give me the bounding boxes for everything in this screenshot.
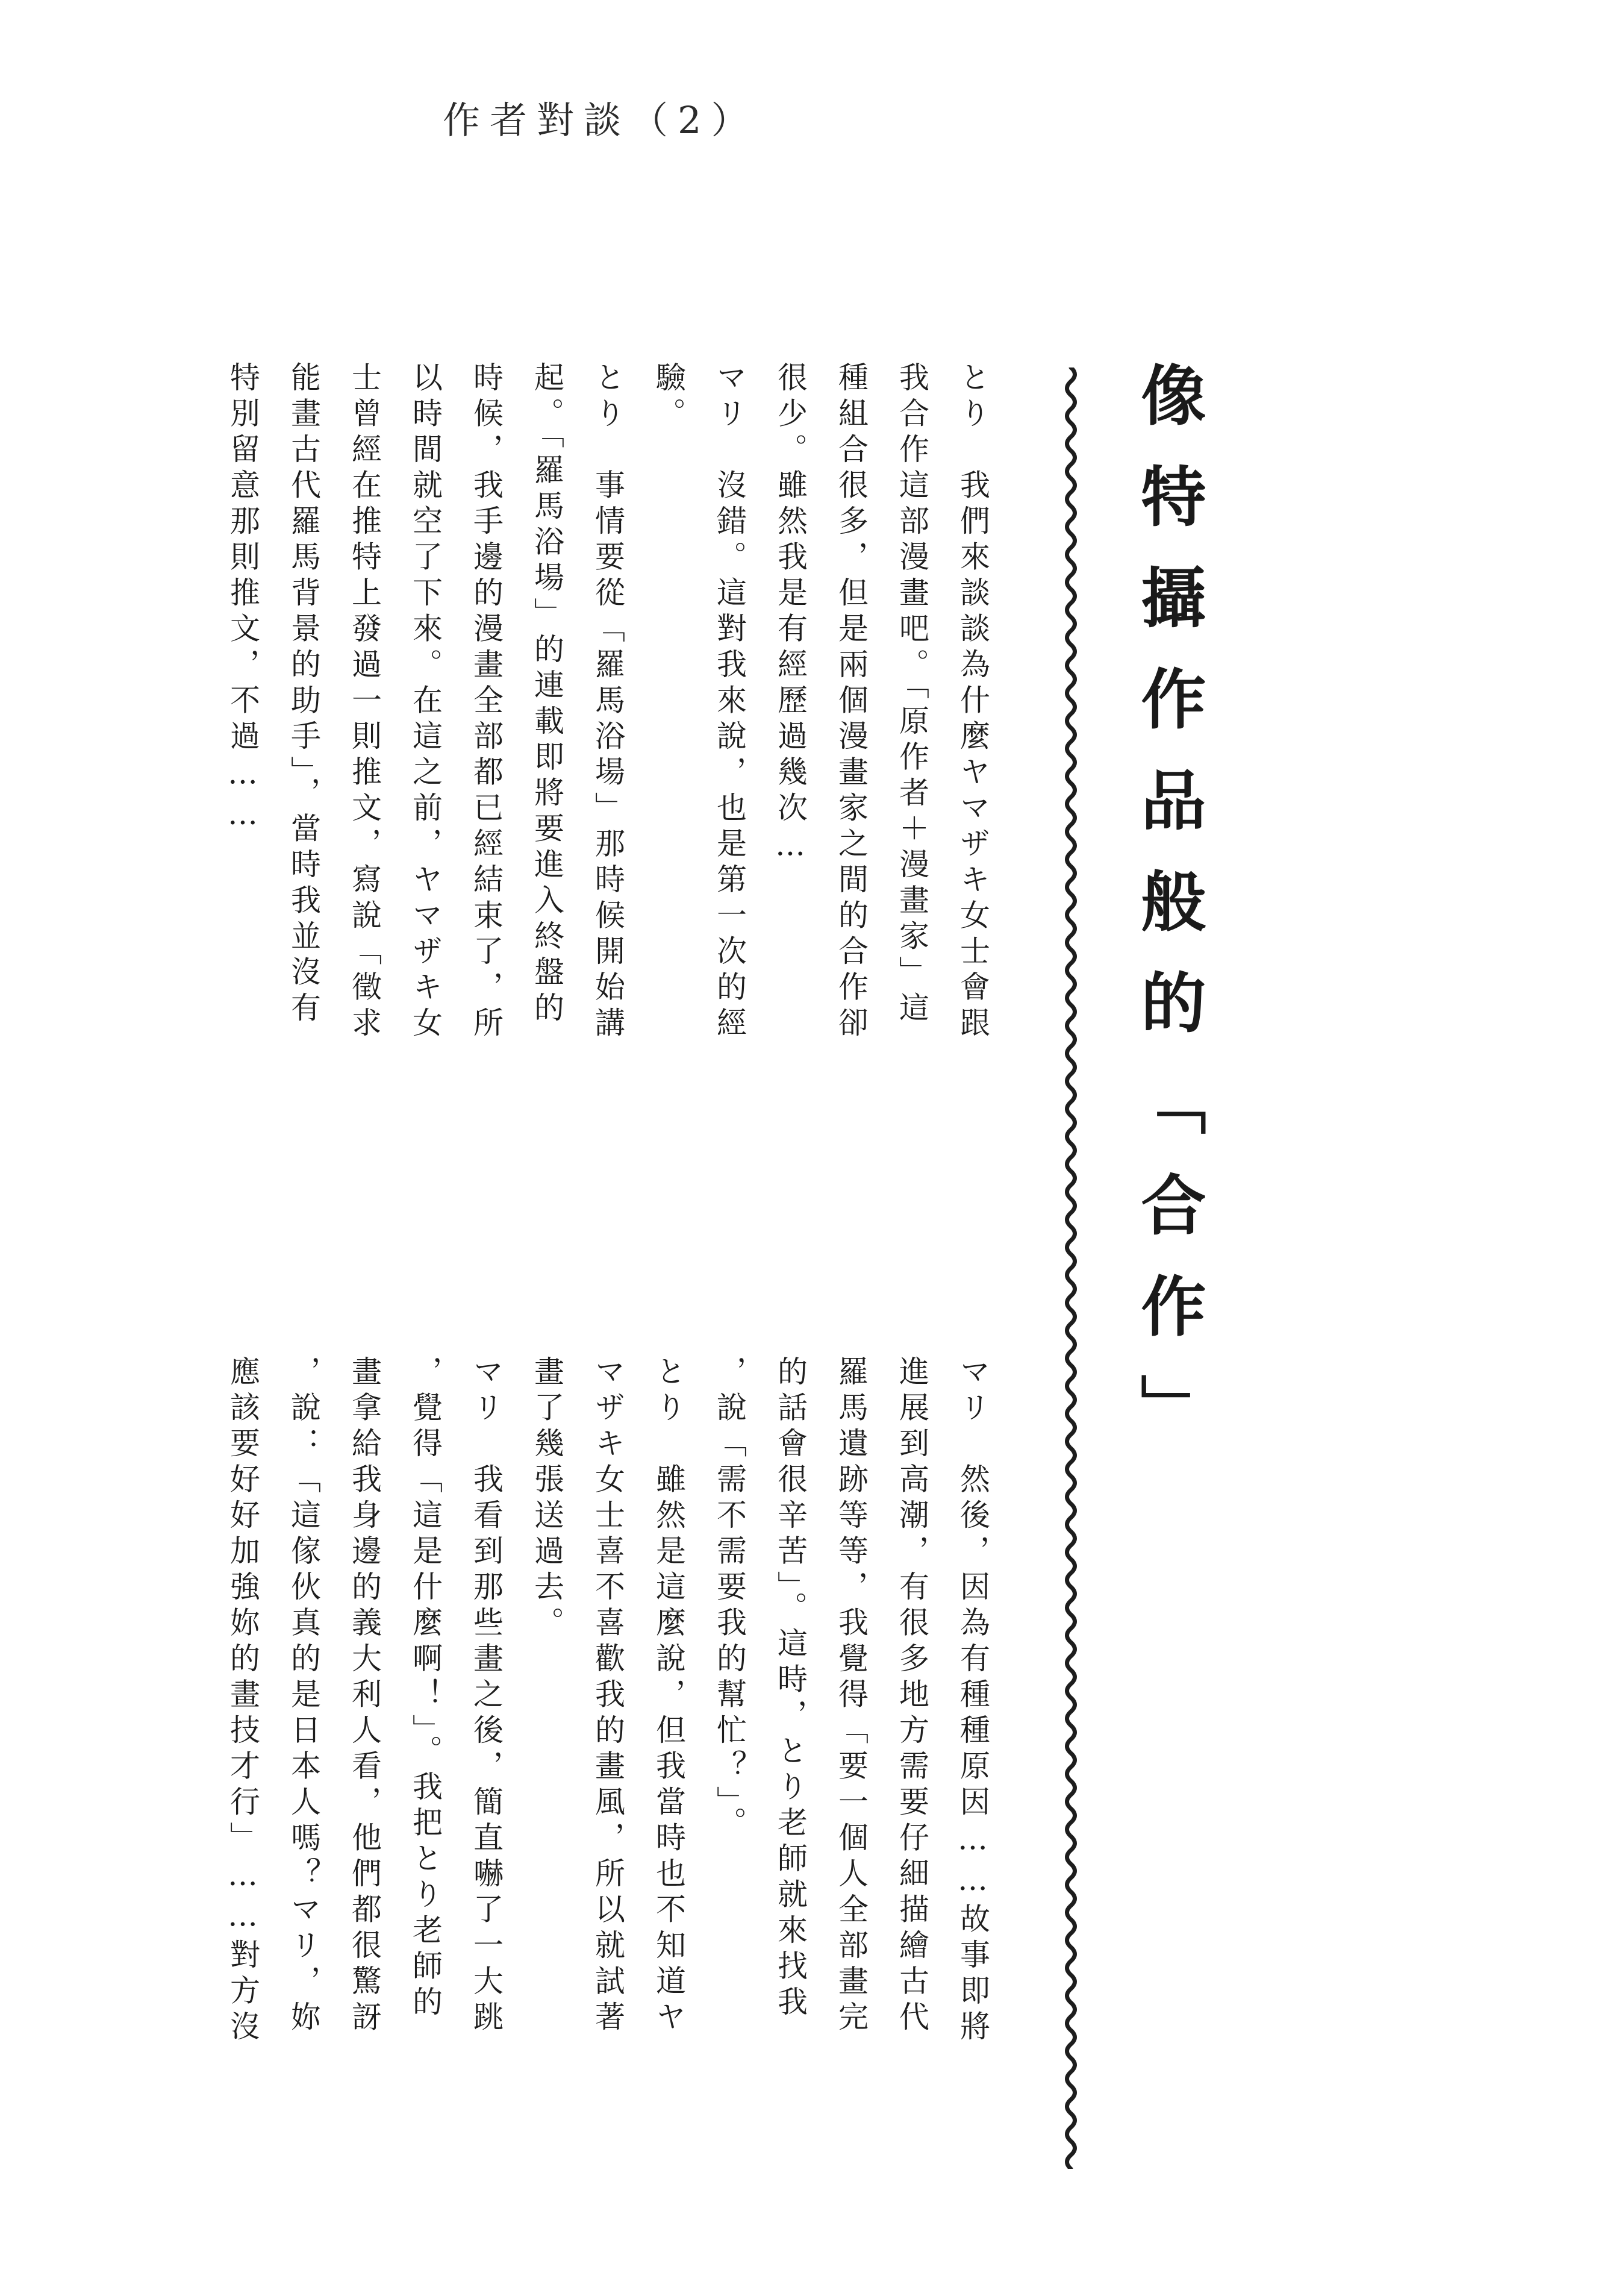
- dialogue-bottom-column: マザキ女士喜不喜歡我的畫風，所以就試著: [590, 1356, 625, 2037]
- dialogue-bottom-column: マリ 然後，因為有種種原因……故事即將: [955, 1356, 990, 2047]
- dialogue-block-bottom: [0, 1356, 1024, 2295]
- dialogue-top-column: 能畫古代羅馬背景的助手」，當時我並沒有: [286, 361, 321, 1028]
- running-head: 作者對談（2）: [443, 98, 758, 142]
- article-headline: 像特攝作品般的「合作」: [1130, 361, 1206, 1475]
- wavy-rule-decoration: [1057, 368, 1085, 2169]
- dialogue-bottom-column: 進展到高潮，有很多地方需要仔細描繪古代: [894, 1356, 929, 2037]
- dialogue-top-column: 驗。: [651, 361, 686, 433]
- dialogue-bottom-column: 應該要好好加強妳的畫技才行」……對方沒: [225, 1356, 260, 2047]
- dialogue-bottom-column: 的話會很辛苦」。這時，とり老師就來找我: [773, 1356, 808, 2022]
- dialogue-top-column: 種組合很多，但是兩個漫畫家之間的合作卻: [834, 361, 869, 1043]
- dialogue-top-column: 特別留意那則推文，不過……: [225, 361, 260, 837]
- dialogue-bottom-column: ，說：「這傢伙真的是日本人嗎？マリ，妳: [286, 1356, 321, 2037]
- dialogue-block-top: [0, 361, 1024, 1277]
- dialogue-top-column: とり 我們來談談為什麼ヤマザキ女士會跟: [955, 361, 990, 1043]
- dialogue-bottom-column: 畫拿給我身邊的義大利人看，他們都很驚訝: [347, 1356, 382, 2037]
- dialogue-bottom-column: 畫了幾張送過去。: [529, 1356, 564, 1642]
- dialogue-top-column: とり 事情要從「羅馬浴場」那時候開始講: [590, 361, 625, 1043]
- dialogue-bottom-column: ，覺得「這是什麼啊！」。我把とり老師的: [408, 1356, 443, 2022]
- dialogue-top-column: 很少。雖然我是有經歷過幾次…: [773, 361, 808, 868]
- dialogue-top-column: 我合作這部漫畫吧。「原作者＋漫畫家」這: [894, 361, 929, 1028]
- dialogue-bottom-column: 羅馬遺跡等等，我覺得「要一個人全部畫完: [834, 1356, 869, 2037]
- dialogue-top-column: 起。「羅馬浴場」的連載即將要進入終盤的: [529, 361, 564, 1028]
- dialogue-bottom-column: ，說「需不需要我的幫忙？」。: [712, 1356, 747, 1842]
- dialogue-top-column: 士曾經在推特上發過一則推文，寫說「徵求: [347, 361, 382, 1043]
- dialogue-bottom-column: とり 雖然是這麼說，但我當時也不知道ヤ: [651, 1356, 686, 2037]
- dialogue-top-column: マリ 沒錯。這對我來說，也是第一次的經: [712, 361, 747, 1043]
- dialogue-bottom-column: マリ 我看到那些畫之後，簡直嚇了一大跳: [469, 1356, 504, 2037]
- dialogue-top-column: 以時間就空了下來。在這之前，ヤマザキ女: [408, 361, 443, 1043]
- dialogue-top-column: 時候，我手邊的漫畫全部都已經結束了，所: [469, 361, 504, 1043]
